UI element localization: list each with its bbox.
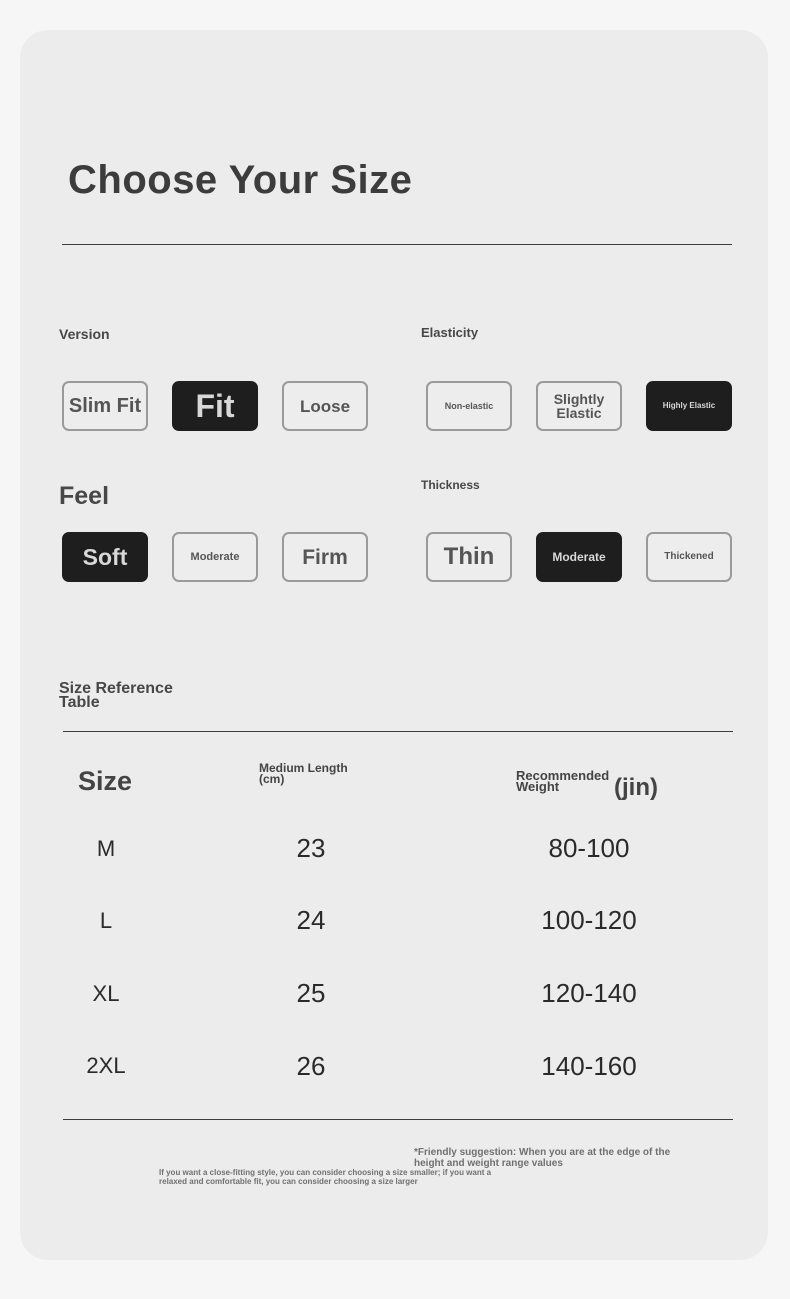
table-row-m-size: M: [96, 836, 116, 861]
table-title: Size Reference Table: [59, 680, 173, 711]
table-row-2xl-length: 26: [296, 1051, 326, 1081]
table-row-l-weight: 100-120: [541, 905, 637, 935]
table-row-l-length: 24: [296, 905, 326, 935]
table-row-xl-weight: 120-140: [541, 978, 637, 1008]
header-medium-length: Medium Length (cm): [259, 761, 348, 786]
table-bottom-divider: [63, 1119, 733, 1120]
friendly-suggestion-note: *Friendly suggestion: When you are at the edge of the height and weight range values: [414, 1147, 671, 1169]
table-top-divider: [63, 731, 733, 732]
elasticity-option-slightly-elastic[interactable]: Slightly Elastic: [536, 381, 622, 431]
feel-option-moderate[interactable]: Moderate: [172, 532, 258, 582]
version-option-fit[interactable]: Fit: [172, 381, 258, 431]
thickness-option-moderate[interactable]: Moderate: [536, 532, 622, 582]
thickness-label: Thickness: [421, 478, 480, 492]
feel-label: Feel: [59, 482, 110, 510]
table-row-2xl-weight: 140-160: [541, 1051, 637, 1081]
page-title: Choose Your Size: [68, 158, 413, 202]
header-size: Size: [78, 766, 133, 796]
header-recommended-weight: Recommended Weight: [516, 768, 610, 794]
version-label: Version: [59, 326, 110, 342]
table-row-xl-size: XL: [92, 981, 120, 1006]
table-row-xl-length: 25: [296, 978, 326, 1008]
thickness-option-thin[interactable]: Thin: [426, 532, 512, 582]
version-option-loose[interactable]: Loose: [282, 381, 368, 431]
table-row-m-weight: 80-100: [548, 833, 630, 863]
feel-option-firm[interactable]: Firm: [282, 532, 368, 582]
elasticity-label: Elasticity: [421, 325, 479, 340]
elasticity-option-non-elastic[interactable]: Non-elastic: [426, 381, 512, 431]
header-weight-unit: (jin): [614, 774, 658, 801]
table-row-m-length: 23: [296, 833, 326, 863]
thickness-option-thickened[interactable]: Thickened: [646, 532, 732, 582]
fit-advice-note: If you want a close-fitting style, you can consider choosing a size smaller; if you want a relaxed and comfortable fit, you can consider choosing a size larger: [159, 1168, 492, 1186]
version-option-slim-fit[interactable]: Slim Fit: [62, 381, 148, 431]
title-divider: [62, 244, 732, 245]
table-row-2xl-size: 2XL: [86, 1053, 126, 1078]
table-row-l-size: L: [99, 908, 113, 933]
elasticity-option-highly-elastic[interactable]: Highly Elastic: [646, 381, 732, 431]
feel-option-soft[interactable]: Soft: [62, 532, 148, 582]
